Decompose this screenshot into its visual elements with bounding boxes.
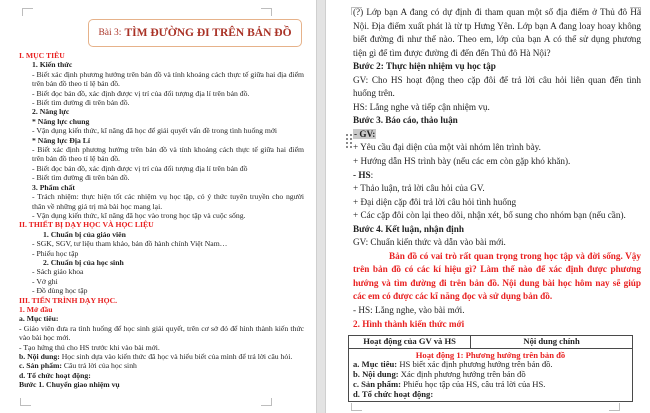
text-line: [353, 209, 641, 223]
text-line: [353, 318, 641, 332]
text-line: [19, 173, 304, 182]
text-line: [19, 277, 304, 286]
text-line: [19, 361, 304, 370]
text-run: (?) Lớp bạn A đang có dự định đi tham quan một số địa điểm ở Thủ đô Hà Nội. Địa điểm xuất phát là từ tp Hưng Yên. Lớp bạn A đang loay hoay không biết đường đi như thế nào. Theo em, lớp của bạn A có thể sử dụng phương tiện gì để tìm được đường đi đến đến Thủ đô Hà Nội?: [353, 7, 641, 58]
text-line: [353, 60, 641, 74]
text-line: [19, 286, 304, 295]
text-run: c. Sản phẩm:: [19, 361, 64, 371]
page-1-text: [19, 51, 304, 390]
selected-text-line: [353, 128, 641, 142]
text-run: - Giáo viên đưa ra tình huống để học sinh giải quyết, trên cơ sở đó để hình thành kiến thức vào bài học mới.: [19, 323, 304, 343]
text-line: [19, 192, 304, 211]
text-line: [19, 107, 304, 116]
text-line: [19, 230, 304, 239]
text-run: * Năng lực Địa Lí: [32, 135, 91, 145]
document-page-2[interactable]: [325, 0, 650, 413]
text-run: Học sinh dựa vào kiến thức đã học và hiểu biết của mình để trả lời câu hỏi.: [61, 352, 293, 361]
text-line: [19, 305, 304, 314]
text-line: [19, 89, 304, 98]
text-run: GV: Cho HS hoạt động theo cặp đôi để trả lời câu hỏi liên quan đến tình huống trên.: [353, 74, 641, 99]
text-run: d. Tổ chức hoạt động:: [353, 388, 434, 399]
text-run: + Yêu cầu đại diện của một vài nhóm lên trình bày.: [353, 142, 541, 153]
lesson-number: Bài 3:: [98, 28, 122, 38]
text-line: [353, 250, 641, 304]
margin-crop-mark: [261, 398, 272, 406]
text-line: [19, 126, 304, 135]
text-line: [353, 236, 641, 250]
text-run: - Biết xác định phương hướng trên bản đồ và tính khoảng cách thực tế giữa hai điểm trên bản đồ theo tỉ lệ bản đồ.: [32, 145, 304, 164]
text-run: + Hướng dẫn HS trình bày (nếu các em còn gặp khó khăn).: [353, 156, 571, 167]
text-run: - Biết tìm đường đi trên bản đồ.: [32, 98, 130, 108]
lesson-title: TÌM ĐƯỜNG ĐI TRÊN BẢN ĐỒ: [124, 27, 292, 39]
text-line: [19, 164, 304, 173]
text-line: [19, 70, 304, 89]
page-2-text: [353, 6, 641, 402]
activity-table: [348, 335, 633, 401]
text-run: - Trách nhiệm: thực hiện tốt các nhiệm vụ học tập, có ý thức tuyên truyền cho người thân về những giá trị mà bài học mang lại.: [32, 192, 304, 211]
text-line: [353, 196, 641, 210]
text-line: [19, 239, 304, 248]
text-run: * Năng lực chung: [32, 116, 90, 126]
text-line: [19, 60, 304, 69]
table-activity-row: [349, 348, 633, 401]
text-run: II. THIẾT BỊ DẠY HỌC VÀ HỌC LIỆU: [19, 220, 154, 230]
text-run: - Vở ghi: [32, 276, 58, 286]
text-run: d. Tổ chức hoạt động:: [19, 370, 91, 380]
text-run: c. Sản phẩm:: [353, 379, 404, 390]
text-run: - Sách giáo khoa: [32, 267, 84, 277]
text-run: + Các cặp đôi còn lại theo dõi, nhận xét, bổ sung cho nhóm bạn (nếu cần).: [353, 210, 626, 221]
text-run: b. Nội dung:: [353, 369, 401, 380]
text-line: [353, 223, 641, 237]
highlighted-text: - GV:: [354, 128, 376, 139]
text-run: - Đồ dùng học tập: [32, 286, 88, 296]
text-line: [353, 6, 641, 60]
text-run: 1. Chuẩn bị của giáo viên: [43, 229, 126, 239]
margin-crop-mark: [20, 398, 31, 406]
text-run: GV: Chuẩn kiến thức và dẫn vào bài mới.: [353, 237, 506, 248]
table-header-main-content[interactable]: Nội dung chính: [471, 336, 633, 349]
activity-title: Hoạt động 1: Phương hướng trên bản đồ: [415, 349, 566, 360]
text-run: Bước 1. Chuyển giao nhiệm vụ: [19, 380, 120, 390]
text-line: [353, 114, 641, 128]
text-run: a. Mục tiêu:: [19, 314, 59, 324]
text-run: Câu trả lời của học sinh: [63, 361, 137, 371]
text-run: Bước 2: Thực hiện nhiệm vụ học tập: [353, 61, 496, 72]
text-run: III. TIẾN TRÌNH DẠY HỌC.: [19, 295, 118, 305]
text-line: [19, 296, 304, 305]
text-run: + Thảo luận, trả lời câu hỏi của GV.: [353, 183, 485, 194]
text-run: 2. Chuẩn bị của học sinh: [43, 257, 124, 267]
text-run: a. Mục tiêu:: [353, 359, 400, 370]
text-line: [353, 141, 641, 155]
text-line: [19, 380, 304, 389]
text-run: HS biết xác định phương hướng trên bản đồ.: [399, 359, 553, 370]
activity-cell[interactable]: [349, 348, 633, 401]
text-line: [19, 352, 304, 361]
text-line: [353, 74, 641, 101]
text-line: [353, 101, 641, 115]
page-2-paragraphs: [353, 6, 641, 331]
text-run: + Đại diện cặp đôi trả lời câu hỏi tình huống: [353, 196, 517, 207]
text-line: [19, 314, 304, 323]
text-line: [19, 249, 304, 258]
text-run: - Vận dụng kiến thức, kĩ năng đã học để giải quyết vấn đề trong tình huống mới: [32, 126, 278, 136]
lesson-title-box: [88, 19, 302, 47]
text-line: [19, 371, 304, 380]
text-line: [19, 267, 304, 276]
margin-crop-mark: [22, 8, 33, 16]
text-run: - Phiếu học tập: [32, 248, 79, 258]
document-page-1[interactable]: [0, 0, 317, 413]
text-run: b. Nội dung:: [19, 352, 62, 361]
text-run: Bước 3. Báo cáo, thảo luận: [353, 115, 458, 126]
text-line: [19, 51, 304, 60]
text-run: 3. Phẩm chất: [32, 182, 75, 192]
text-run: 1. Kiến thức: [32, 60, 73, 70]
table-header-gv-hs[interactable]: Hoạt động của GV và HS: [349, 336, 471, 349]
text-run: - HS: [353, 169, 371, 180]
text-run: :: [370, 169, 374, 180]
text-line: [19, 211, 304, 220]
text-line: [19, 136, 304, 145]
text-line: [353, 169, 641, 183]
text-line: [19, 117, 304, 126]
margin-crop-mark: [609, 403, 620, 411]
text-run: Phiếu học tập của HS, câu trả lời của HS.: [403, 379, 546, 390]
margin-crop-mark: [351, 403, 362, 411]
text-run: I. MỤC TIÊU: [19, 51, 65, 60]
text-run: 2. Hình thành kiến thức mới: [353, 318, 465, 329]
text-line: [19, 220, 304, 229]
text-line: [353, 182, 641, 196]
text-line: [19, 98, 304, 107]
text-line: [353, 304, 641, 318]
text-run: - Tạo hứng thú cho HS trước khi vào bài mới.: [19, 342, 160, 352]
text-run: Bản đồ có vai trò rất quan trọng trong học tập và đời sống. Vậy trên bản đồ có các kí hiệu gì? Làm thế nào để xác định được phương hướng và tìm đường đi trên bản đồ. Nội dung bài học hôm nay sẽ giúp các em có được các kĩ năng đọc và sử dụng bản đồ.: [353, 250, 641, 302]
text-run: - HS: Lắng nghe, vào bài mới.: [353, 305, 465, 316]
text-run: HS: Lắng nghe và tiếp cận nhiệm vụ.: [353, 101, 490, 112]
text-line: [19, 183, 304, 192]
text-run: - Vận dụng kiến thức, kĩ năng đã học vào trong học tập và cuộc sống.: [32, 210, 246, 220]
text-run: Bước 4. Kết luận, nhận định: [353, 223, 464, 234]
text-run: Xác định phương hướng trên bản đồ: [400, 369, 526, 380]
text-line: [19, 145, 304, 164]
text-run: - Biết đọc bản đồ, xác định được vị trí của đối tượng địa lí trên bản đồ.: [32, 88, 250, 98]
text-run: - Biết xác định phương hướng trên bản đồ và tính khoảng cách thực tế giữa hai địa điểm trên bản đồ theo tỉ lệ bản đồ.: [32, 69, 304, 89]
text-line: [19, 324, 304, 343]
margin-crop-mark: [261, 8, 272, 16]
text-line: [19, 258, 304, 267]
text-line: [353, 390, 628, 400]
text-run: 1. Mở đầu: [19, 304, 53, 314]
text-run: - Biết đọc bản đồ, xác định được vị trí của đối tượng địa lí trên bản đồ: [32, 163, 248, 173]
text-run: - SGK, SGV, tư liệu tham khảo, bản đồ hành chính Việt Nam…: [32, 239, 228, 249]
activity-details: [353, 360, 628, 399]
text-run: - Biết tìm đường đi trên bản đồ.: [32, 173, 130, 183]
text-line: [19, 343, 304, 352]
table-header-row: [349, 336, 633, 349]
text-line: [353, 155, 641, 169]
text-run: 2. Năng lực: [32, 107, 70, 117]
